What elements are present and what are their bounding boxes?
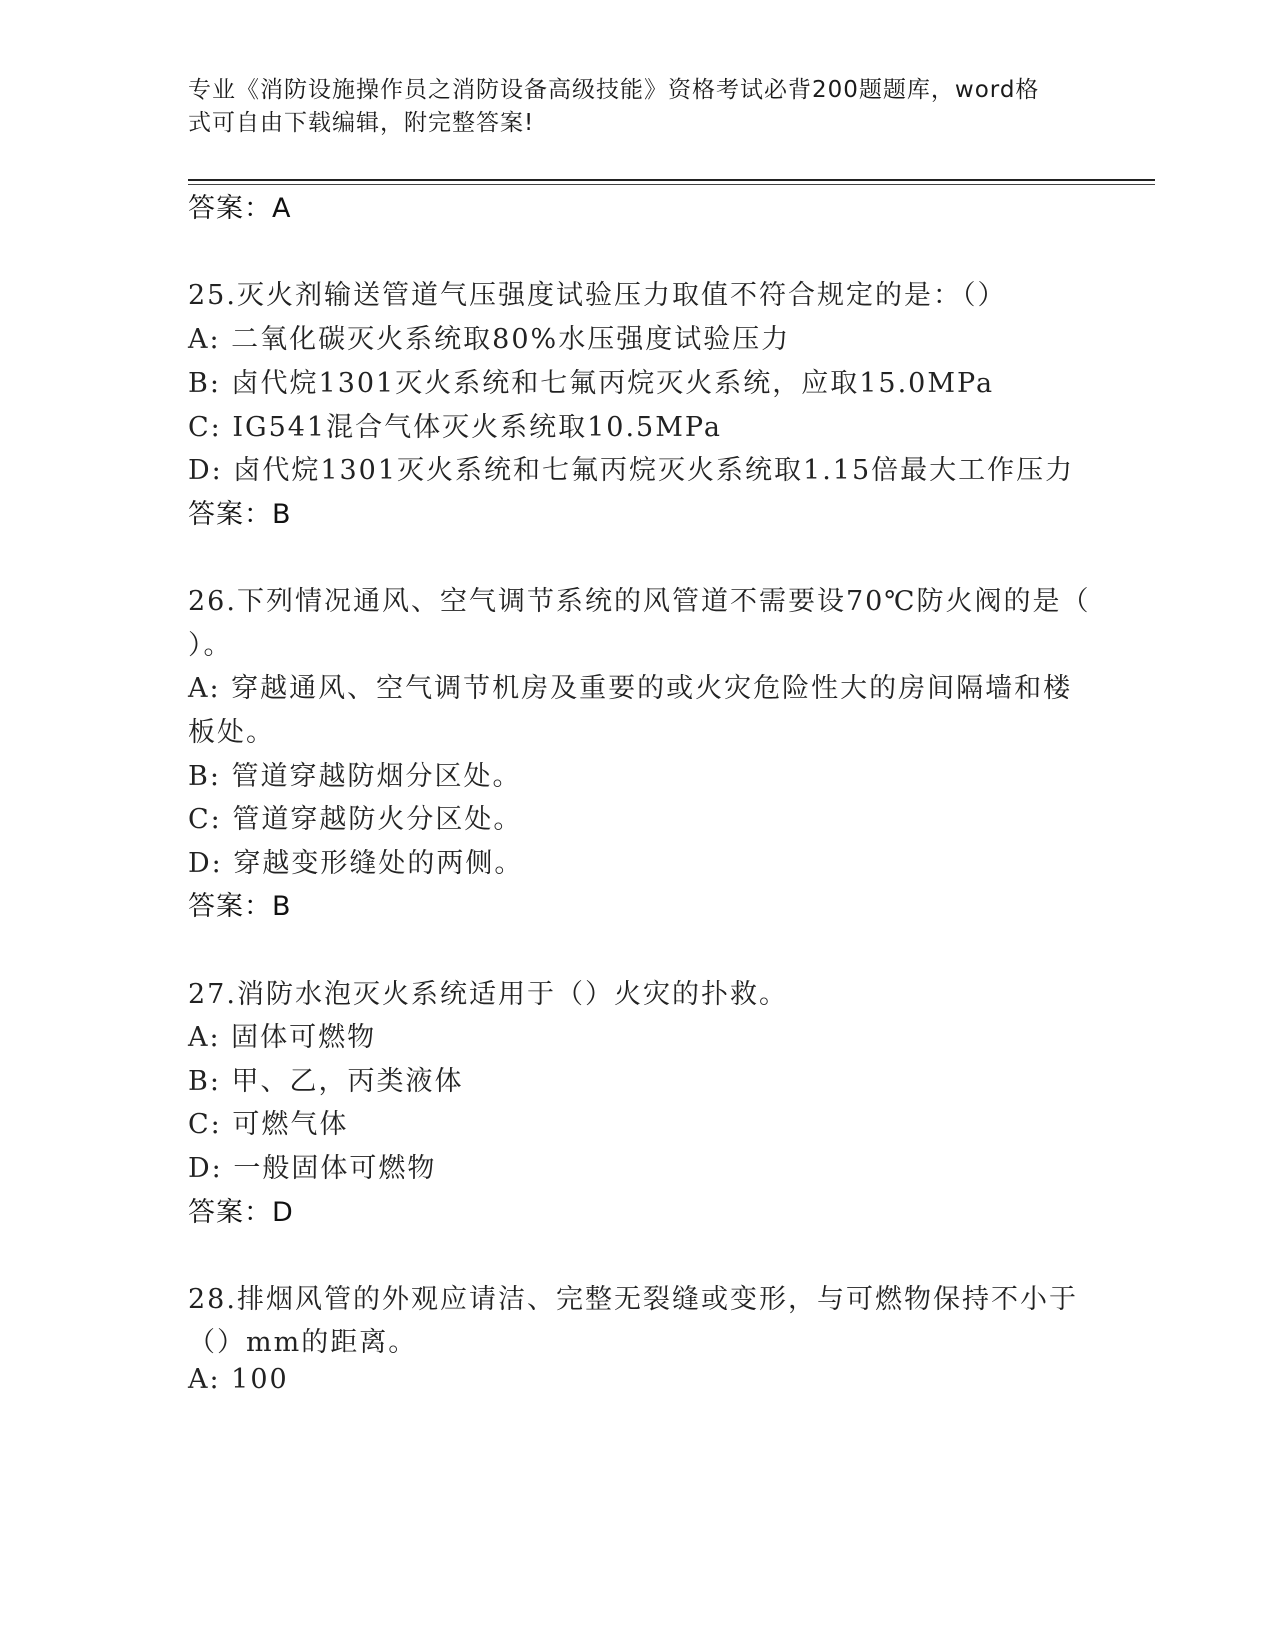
answer-q25: 答案：B	[188, 499, 292, 530]
q28-option-a: A: 100	[188, 1364, 289, 1395]
header-line-1: 专业《消防设施操作员之消防设备高级技能》资格考试必背200题题库，word格	[188, 77, 1040, 103]
q27-stem: 27.消防水泡灭火系统适用于（）火灾的扑救。	[188, 979, 788, 1010]
header-line-2: 式可自由下载编辑，附完整答案!	[188, 110, 535, 136]
q26-option-b: B: 管道穿越防烟分区处。	[188, 761, 522, 792]
q25-option-b: B: 卤代烷1301灭火系统和七氟丙烷灭火系统，应取15.0MPa	[188, 368, 995, 399]
q27-option-d: D: 一般固体可燃物	[188, 1153, 437, 1184]
answer-q27: 答案：D	[188, 1197, 294, 1228]
answer-q26: 答案：B	[188, 891, 292, 922]
q26-option-d: D: 穿越变形缝处的两侧。	[188, 848, 524, 879]
document-header	[188, 74, 1068, 140]
q25-option-a: A: 二氧化碳灭火系统取80%水压强度试验压力	[188, 324, 791, 355]
header-divider-thin	[188, 184, 1155, 185]
q27-option-a: A: 固体可燃物	[188, 1022, 377, 1053]
answer-q24: 答案：A	[188, 193, 292, 224]
q27-option-c: C: 可燃气体	[188, 1109, 349, 1140]
q26-option-a-line-2: 板处。	[188, 717, 275, 748]
q28-stem-line-2: （）mm的距离。	[188, 1327, 418, 1358]
q25-option-c: C: IG541混合气体灭火系统取10.5MPa	[188, 412, 722, 443]
header-divider-thick	[188, 179, 1155, 181]
q26-option-c: C: 管道穿越防火分区处。	[188, 804, 523, 835]
q26-stem-line-1: 26.下列情况通风、空气调节系统的风管道不需要设70℃防火阀的是（	[188, 586, 1091, 617]
q25-stem: 25.灭火剂输送管道气压强度试验压力取值不符合规定的是：（）	[188, 280, 1007, 311]
q27-option-b: B: 甲、乙，丙类液体	[188, 1066, 464, 1097]
q26-stem-line-2: ）。	[188, 630, 233, 661]
q28-stem-line-1: 28.排烟风管的外观应请洁、完整无裂缝或变形，与可燃物保持不小于	[188, 1284, 1078, 1315]
q25-option-d: D: 卤代烷1301灭火系统和七氟丙烷灭火系统取1.15倍最大工作压力	[188, 455, 1075, 486]
q26-option-a-line-1: A: 穿越通风、空气调节机房及重要的或火灾危险性大的房间隔墙和楼	[188, 673, 1073, 704]
